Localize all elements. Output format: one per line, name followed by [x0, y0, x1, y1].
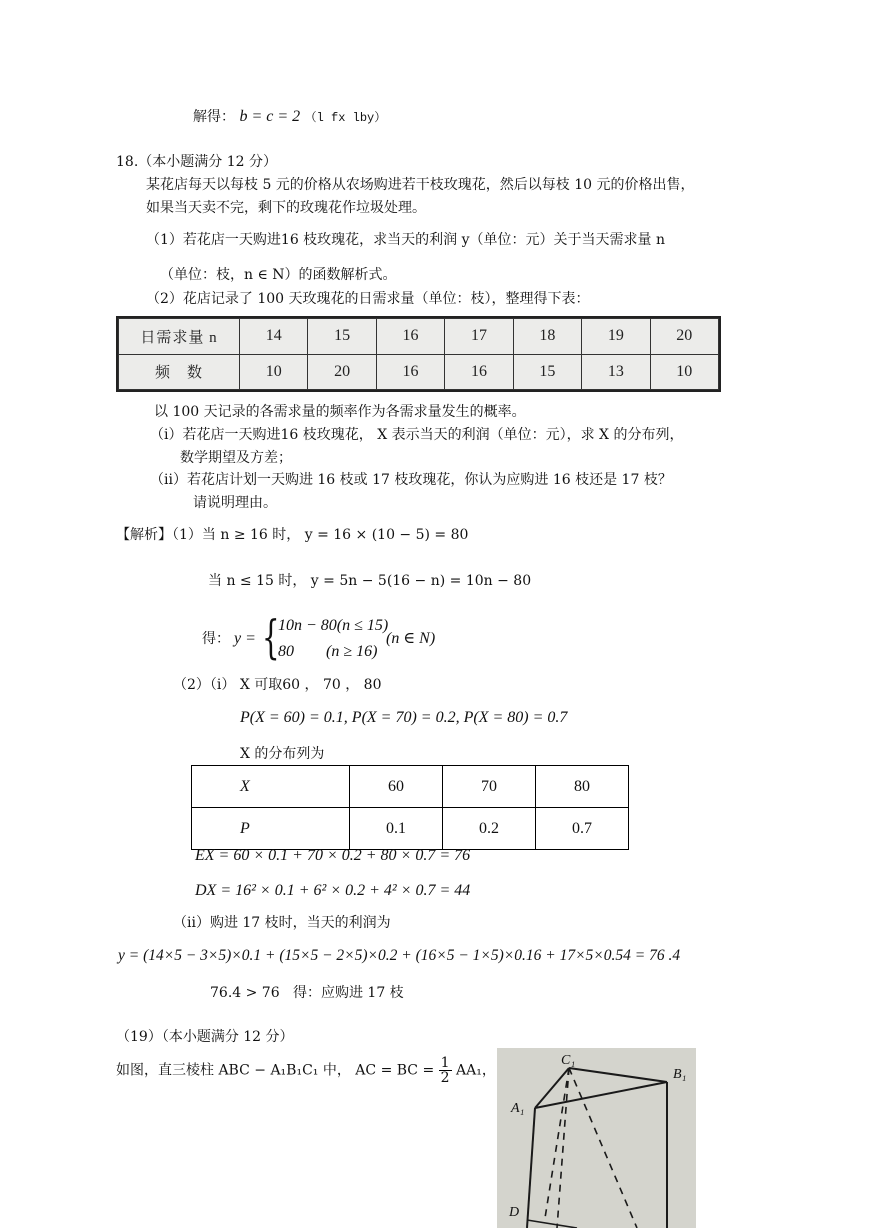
q19-heading: （19）（本小题满分 12 分）	[116, 1029, 294, 1045]
solution-dist-label: X 的分布列为	[240, 746, 325, 762]
table-cell: 20	[650, 319, 718, 355]
distribution-table	[191, 765, 629, 850]
q18-frequency-note: 以 100 天记录的各需求量的频率作为各需求量发生的概率。	[154, 404, 526, 420]
table-cell: 14	[240, 319, 308, 355]
table-cell: 16	[376, 319, 444, 355]
table-cell: 60	[350, 766, 443, 808]
table-cell: 15	[513, 354, 581, 390]
q19-text: 如图，直三棱柱 ABC − A₁B₁C₁ 中， AC = BC =	[116, 1062, 435, 1079]
table-row	[192, 808, 629, 850]
q18-sub-i-a: （i）若花店一天购进16 枝玫瑰花， X 表示当天的利润（单位：元），求 X 的分布列，	[150, 427, 684, 443]
table-cell: 0.7	[536, 808, 629, 850]
solution-heading: 【解析】（1）当 n ≥ 16 时， y = 16 × (10 − 5) = 80	[116, 527, 469, 543]
q18-para-2: 如果当天卖不完，剩下的玫瑰花作垃圾处理。	[146, 200, 426, 216]
table-row	[119, 319, 719, 355]
solution-2i: （2）（i） X 可取60 ， 70 ， 80	[173, 677, 382, 693]
q18-part2: （2）花店记录了 100 天玫瑰花的日需求量（单位：枝），整理得下表：	[146, 291, 590, 307]
q19-para-1	[116, 1056, 496, 1085]
solution-profit-17: y = (14×5 − 3×5)×0.1 + (15×5 − 2×5)×0.2 + (16×5 − 1×5)×0.16 + 17×5×0.54 = 76 .4	[118, 947, 681, 964]
q18-sub-ii-a: （ii）若花店计划一天购进 16 枝或 17 枝玫瑰花，你认为应购进 16 枝还是 17 枝？	[150, 472, 672, 488]
solution-expectation: EX = 60 × 0.1 + 70 × 0.2 + 80 × 0.7 = 76	[195, 847, 471, 864]
table-cell: 0.2	[443, 808, 536, 850]
table-row	[119, 354, 719, 390]
q19-text-end: AA₁，	[456, 1062, 496, 1079]
table-cell: 70	[443, 766, 536, 808]
label-d: D	[509, 1205, 520, 1220]
table-cell: 频 数	[119, 354, 240, 390]
solution-piecewise-y: y =	[234, 630, 256, 647]
table-row	[192, 766, 629, 808]
table-cell: 16	[376, 354, 444, 390]
label-a1: A₁	[511, 1101, 525, 1116]
solve-bc-math: b = c = 2	[239, 108, 301, 125]
q18-part1-b: （单位：枝，n ∈ N）的函数解析式。	[160, 267, 397, 283]
q18-para-1: 某花店每天以每枝 5 元的价格从农场购进若干枝玫瑰花，然后以每枝 10 元的价格出售，	[146, 177, 695, 193]
q18-sub-ii-b: 请说明理由。	[193, 495, 277, 511]
fraction-one-half	[439, 1056, 452, 1085]
table-cell: 20	[308, 354, 376, 390]
table-cell: 日需求量 n	[119, 319, 240, 355]
table-cell: 19	[582, 319, 650, 355]
prism-figure-photo	[497, 1048, 696, 1228]
fraction-denominator: 2	[440, 1070, 450, 1086]
q18-part1-a: （1）若花店一天购进16 枝玫瑰花，求当天的利润 y（单位：元）关于当天需求量 n	[146, 232, 665, 248]
q18-heading: 18.（本小题满分 12 分）	[116, 154, 277, 170]
table-cell: 10	[240, 354, 308, 390]
table-cell: 10	[650, 354, 718, 390]
solution-case-2: 当 n ≤ 15 时， y = 5n − 5(16 − n) = 10n − 80	[208, 573, 532, 589]
q18-sub-i-b: 数学期望及方差；	[180, 450, 292, 466]
piecewise-brace-icon: {	[262, 610, 280, 664]
table-cell: 17	[445, 319, 513, 355]
table-cell: 15	[308, 319, 376, 355]
solution-variance: DX = 16² × 0.1 + 6² × 0.2 + 4² × 0.7 = 44	[195, 882, 471, 899]
solve-bc-label: 解得：	[193, 109, 235, 125]
fraction-numerator: 1	[440, 1055, 450, 1071]
solve-bc-line	[193, 108, 386, 127]
label-b1: B₁	[673, 1067, 687, 1082]
piecewise-case-1: 10n − 80(n ≤ 15)	[278, 617, 389, 634]
table-cell: 13	[582, 354, 650, 390]
piecewise-domain: (n ∈ N)	[386, 630, 436, 647]
piecewise-case-2: 80 (n ≥ 16)	[278, 643, 378, 660]
table-cell: 16	[445, 354, 513, 390]
table-cell: P	[192, 808, 350, 850]
table-cell: 18	[513, 319, 581, 355]
label-c1: C₁	[561, 1053, 576, 1068]
solution-probabilities: P(X = 60) = 0.1, P(X = 70) = 0.2, P(X = 80) = 0.7	[240, 709, 568, 726]
table-cell: 0.1	[350, 808, 443, 850]
solution-ii: （ii）购进 17 枝时，当天的利润为	[173, 915, 391, 931]
demand-frequency-table	[116, 316, 721, 392]
solution-conclusion: 76.4 > 76 得：应购进 17 枝	[210, 985, 404, 1001]
solution-piecewise-label: 得：	[202, 631, 230, 647]
prism-figure-svg	[497, 1048, 696, 1228]
table-cell: X	[192, 766, 350, 808]
solve-bc-tag: （l fx lby）	[304, 111, 387, 125]
table-cell: 80	[536, 766, 629, 808]
